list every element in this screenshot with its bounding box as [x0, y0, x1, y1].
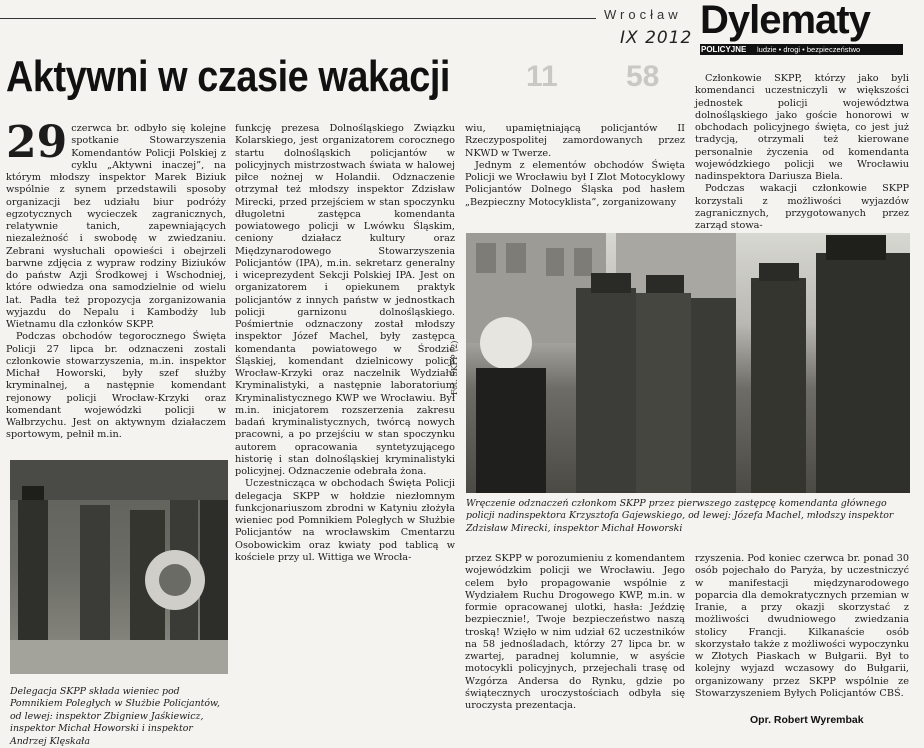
- masthead-slogan: ludzie • drogi • bezpieczeństwo: [757, 45, 861, 54]
- col3b-paragraph-1: przez SKPP w porozumieniu z komendantem wojewódzkim policji we Wrocławiu. Jego celem było propagowanie wspólnie z Wydziałem Ruchu Drogowego KWP, m.in. w formie opracowanej ulotki, hasła: Jeździę bezpiecznie!, Twoje bezpieczeństwo naszą troską! Wzięło w nim udział 62 uczestników na 58 jednośladach, którzy 27 lipca br. w zwartej, paradnej kolumnie, w asyście motocykli policyjnych, przejechali trasę od Wzgórza Andersa do Rynku, gdzie po świątecznych uroczystościach odbyła się uroczysta prezentacja.: [465, 553, 685, 711]
- handwritten-date: IX 2012: [620, 28, 693, 48]
- left-photo-caption: Delegacja SKPP składa wieniec pod Pomnikiem Poległych w Służbie Policjantów, od lewej: inspektor Zbigniew Jaśkiewicz, inspektor Michał Howorski i inspektor Andrzej Klęskała: [10, 686, 220, 747]
- col4b-paragraph-1: rzyszenia. Pod koniec czerwca br. ponad 30 osób pojechało do Paryża, by uczestniczyć w manifestacji międzynarodowego poparcia dla demokratycznych przemian w Iranie, a przy okazji skorzystać z możliwości dwudniowego zwiedzania stolicy Francji. Kilkanaście osób skorzystało także z możliwości wypoczynku w Złotych Piaskach w Bułgarii. Był to kolejny wyjazd wczasowy do Bułgarii, organizowany przez SKPP wspólnie ze Stowarzyszeniem Byłych Policjantów CBŚ.: [695, 553, 909, 699]
- col4-paragraph-1: Członkowie SKPP, którzy jako byli komendanci uczestniczyli w większości jednostek policji województwa dolnośląskiego jako goście honorowi w obchodach policyjnego święta, co jest już tradycją, otrzymali też kierowane personalnie życzenia od komendanta wojewódzkiego policji we Wrocławiu nadinspektora Dariusza Biela.: [695, 73, 909, 182]
- column-4-top: [695, 73, 909, 231]
- header-rule: [0, 18, 596, 19]
- wreath-scene: [10, 460, 228, 674]
- col4-paragraph-2: Podczas wakacji członkowie SKPP korzystali z możliwości wyjazdów zagranicznych, przygotowanych przez zarząd stowa-: [695, 183, 909, 231]
- column-2: [235, 123, 455, 728]
- bleed-number-right: 58: [626, 60, 660, 93]
- col1-paragraph-2: Podczas obchodów tegorocznego Święta Policji 27 lipca br. odznaczeni zostali członkowie stowarzyszenia, m.in. inspektor Michał Howorski, były szef służby kryminalnej, a następnie komendant rejonowy policji Wrocław-Krzyki oraz komendant wojewódzki policji w Wałbrzychu. Jest on aktywnym działaczem sportowym, pełnił m.in.: [6, 331, 226, 441]
- column-1: [6, 117, 226, 446]
- col3-paragraph-1: wiu, upamiętniającą policjantów II Rzeczypospolitej zamordowanych przez NKWD w Twerze.: [465, 123, 685, 159]
- col2-paragraph-1: funkcję prezesa Dolnośląskiego Związku Kolarskiego, jest organizatorem corocznego startu dolnośląskich policjantów w policyjnych mistrzostwach świata w halowej piłce nożnej w Holandii. Odznaczenie otrzymał też młodszy inspektor Zdzisław Mirecki, przed przejściem w stan spoczynku długoletni zastępca komendanta powiatowego policji w Lwówku Śląskim, ceniony działacz kultury oraz Międzynarodowego Stowarzyszenia Policjantów (IPA), m.in. sekretarz generalny i wiceprezydent Sekcji Polskiej IPA. Jest on organizatorem i opiekunem praktyk policjantów z innych państw w jednostkach policji garnizonu dolnośląskiego. Pośmiertnie odznaczony został młodszy inspektor Józef Machel, były zastępca komendanta powiatowego w Środzie Śląskiej, komendant dzielnicowy policji Wrocław-Krzyki oraz naczelnik Wydziału Kryminalistyki, a następnie laboratorium Kryminalistycznego KWP we Wrocławiu. Był m.in. inicjatorem rozszerzenia zakresu badań kryminalistycznych, twórcą nowych pracowni, a po przejściu w stan spoczynku autorem opracowania syntetyzującego historię i stan dolnośląskiej kryminalistyki policyjnej. Odznaczenie odebrała żona.: [235, 123, 455, 477]
- column-3-bottom: [465, 553, 685, 730]
- article-author: Opr. Robert Wyrembak: [750, 714, 864, 726]
- col2-paragraph-2: Uczestnicząca w obchodach Święta Policji delegacja SKPP w hołdzie niezłomnym funkcjonariuszom zbrodni w Katyniu złożyła wieniec pod Pomnikiem Poległych w Służbie Policjantów na wrocławskim Cmentarzu Osobowickim oraz kwiaty pod tablicą w kościele przy ul. Wittiga we Wrocła-: [235, 478, 455, 563]
- column-3-top: [465, 123, 685, 225]
- ceremony-scene: [466, 233, 910, 493]
- photo-credit: Fot. SKPP (2): [450, 340, 459, 395]
- drop-cap: 29: [6, 117, 68, 168]
- masthead: [694, 2, 909, 56]
- photo-medal-ceremony: [466, 233, 910, 493]
- header-city: Wrocław: [604, 7, 682, 22]
- col1-lead: czerwca br. odbyło się kolejne spotkanie Stowarzyszenia Komendantów Policji Polskiej z cyklu „Aktywni inaczej”, na którym młodszy inspektor Marek Biziuk wspólnie z synem przedstawili sposoby organizacji bez udziału biur podróży egzotycznych wycieczek zagranicznych, relatywnie tanich, zapewniających niezależność i swobodę w zwiedzaniu. Zebrani wysłuchali opowieści i obejrzeli barwne zdjęcia z wypraw rodziny Biziuków do państw Azji Środkowej i Wschodniej, które odwiedza ona samodzielnie od wielu lat. Padła też propozycja zorganizowania wyjazdu do Nepalu i Kambodży lub Wietnamu dla członków SKPP.: [6, 123, 226, 330]
- bleed-number-left: 11: [526, 60, 558, 93]
- right-photo-caption: Wręczenie odznaczeń członkom SKPP przez pierwszego zastępcę komendanta głównego policji nadinspektora Krzysztofa Gajewskiego, od lewej: Józefa Machel, młodszy inspektor Zdzisław Mirecki, inspektor Michał Howorski: [466, 498, 894, 534]
- masthead-tag: POLICYJNE: [701, 45, 747, 54]
- masthead-title: Dylematy: [700, 0, 870, 42]
- article-title: Aktywni w czasie wakacji: [6, 52, 450, 101]
- photo-wreath-laying: [10, 460, 228, 674]
- column-4-bottom: [695, 553, 909, 703]
- col3-paragraph-2: Jednym z elementów obchodów Święta Policji we Wrocławiu był I Zlot Motocyklowy Policjantów Dolnego Śląska pod hasłem „Bezpieczny Motocyklista”, zorganizowany: [465, 159, 685, 208]
